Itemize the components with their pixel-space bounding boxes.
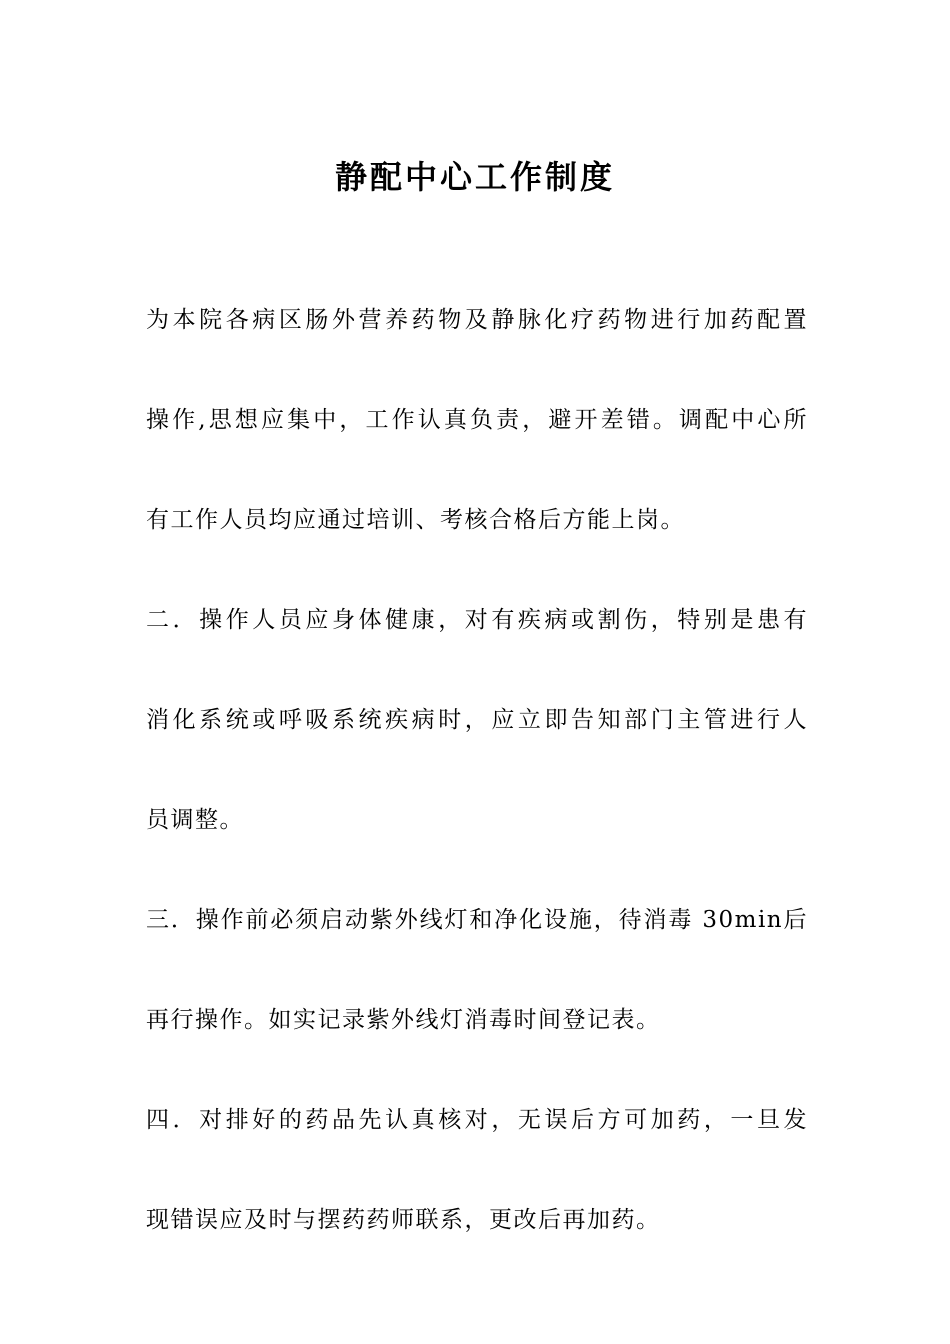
body-line: 四．对排好的药品先认真核对，无误后方可加药，一旦发: [146, 1107, 808, 1133]
document-title: 静配中心工作制度: [334, 158, 615, 196]
body-line: 为本院各病区肠外营养药物及静脉化疗药物进行加药配置: [146, 307, 808, 333]
body-line: 二．操作人员应身体健康，对有疾病或割伤，特别是患有: [146, 607, 808, 633]
body-line: 操作,思想应集中，工作认真负责，避开差错。调配中心所: [146, 407, 808, 433]
body-line: 现错误应及时与摆药药师联系，更改后再加药。: [146, 1207, 661, 1233]
document-body: [146, 270, 808, 1270]
body-line: 员调整。: [146, 807, 244, 833]
body-line: 消化系统或呼吸系统疾病时，应立即告知部门主管进行人: [146, 707, 808, 733]
body-line: 再行操作。如实记录紫外线灯消毒时间登记表。: [146, 1007, 661, 1033]
body-line: 三．操作前必须启动紫外线灯和净化设施，待消毒 30min后: [146, 907, 808, 933]
body-line: 有工作人员均应通过培训、考核合格后方能上岗。: [146, 507, 685, 533]
